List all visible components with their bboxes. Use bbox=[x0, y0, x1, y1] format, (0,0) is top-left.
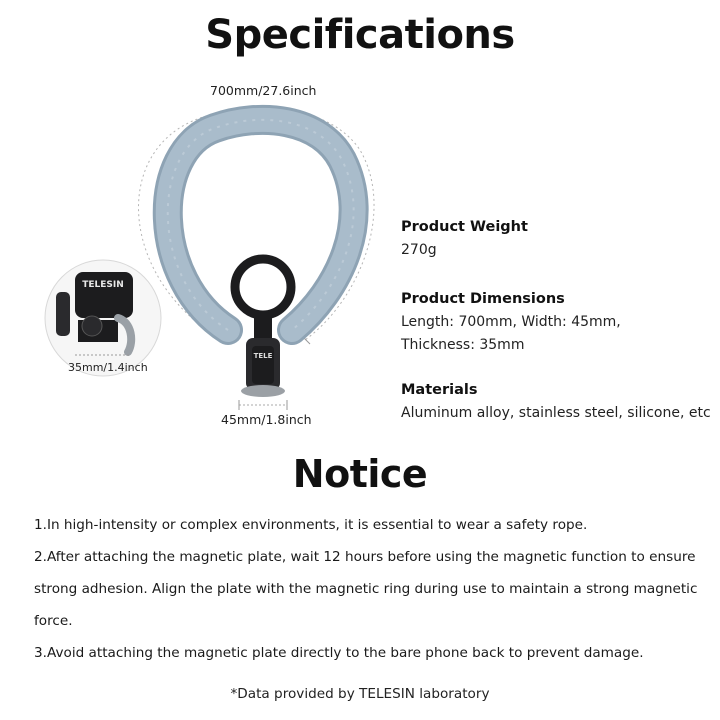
notice-line-1: 1.In high-intensity or complex environments, it is essential to wear a safety rope. bbox=[34, 517, 588, 533]
dimensions-heading: Product Dimensions bbox=[401, 291, 565, 307]
width-label: 45mm/1.8inch bbox=[221, 412, 312, 427]
notice-line-3: strong adhesion. Align the plate with the magnetic ring during use to maintain a strong magnetic bbox=[34, 581, 698, 597]
notice-line-4: force. bbox=[34, 613, 73, 629]
materials-heading: Materials bbox=[401, 382, 478, 398]
materials-value: Aluminum alloy, stainless steel, silicone, etc bbox=[401, 405, 711, 421]
length-label: 700mm/27.6inch bbox=[210, 83, 317, 98]
notice-line-2: 2.After attaching the magnetic plate, wait 12 hours before using the magnetic function to ensure bbox=[34, 549, 696, 565]
specifications-title: Specifications bbox=[205, 12, 515, 58]
detail-inset bbox=[45, 260, 161, 376]
neck-strap bbox=[168, 120, 354, 330]
weight-heading: Product Weight bbox=[401, 219, 528, 235]
thickness-label: 35mm/1.4inch bbox=[68, 361, 148, 374]
notice-title: Notice bbox=[292, 452, 428, 496]
product-illustration bbox=[0, 70, 400, 440]
svg-text:TELE: TELE bbox=[253, 352, 273, 360]
footer-note: *Data provided by TELESIN laboratory bbox=[230, 686, 490, 702]
brand-logo: TELESIN bbox=[82, 280, 124, 290]
dimensions-line-1: Length: 700mm, Width: 45mm, bbox=[401, 314, 621, 330]
notice-line-5: 3.Avoid attaching the magnetic plate directly to the bare phone back to prevent damage. bbox=[34, 645, 644, 661]
dimensions-line-2: Thickness: 35mm bbox=[401, 337, 525, 353]
weight-value: 270g bbox=[401, 242, 437, 258]
